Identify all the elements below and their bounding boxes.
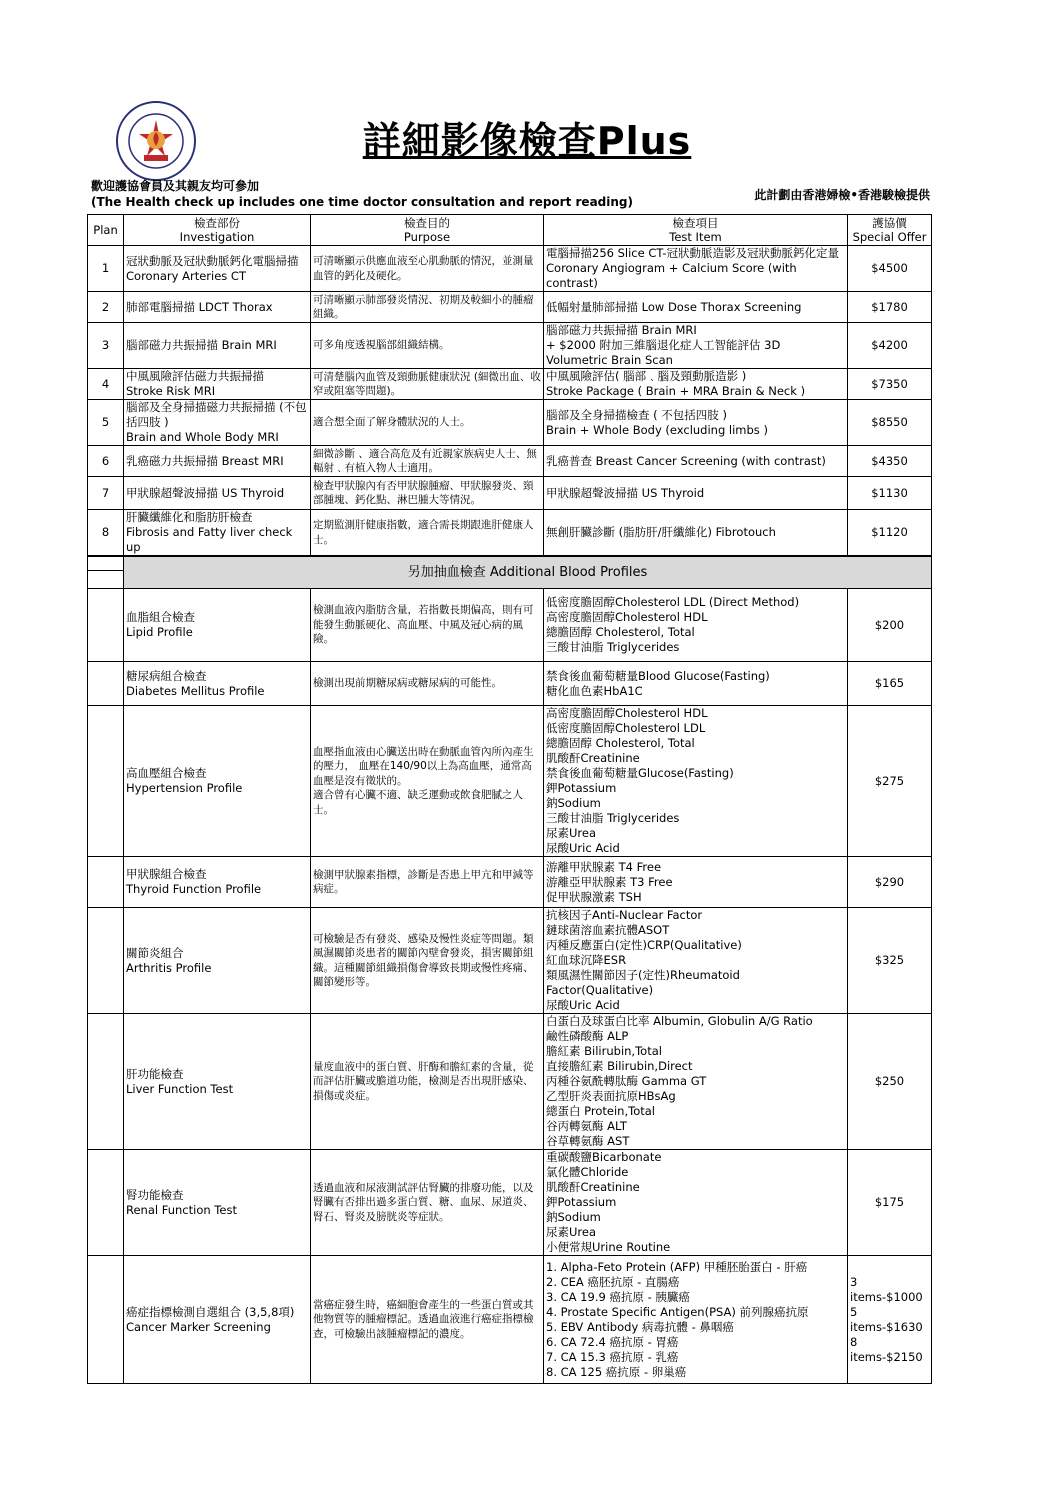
plan-price: $4500 <box>848 246 932 292</box>
blood-profile-price: $325 <box>848 908 932 1014</box>
plan-number: 7 <box>88 477 124 510</box>
blood-profile-row <box>88 1256 932 1384</box>
col-investigation: 檢查部份 Investigation <box>124 215 311 246</box>
blood-profile-price: 3 items-$1000 5 items-$1630 8 items-$2150 <box>848 1256 932 1384</box>
blood-profile-purpose: 檢測出現前期糖尿病或糖尿病的可能性。 <box>311 662 544 706</box>
plan-row <box>88 323 932 369</box>
blood-profile-row <box>88 706 932 857</box>
blood-profile-row <box>88 662 932 706</box>
welcome-note: 歡迎護協會員及其親友均可參加 <box>91 179 260 193</box>
blood-profile-tests: 白蛋白及球蛋白比率 Albumin, Globulin A/G Ratio 鹼性磷酸酶 ALP 膽紅素 Bilirubin,Total 直接膽紅素 Bilirubin,Direct 丙種谷氨酰轉肽酶 Gamma GT 乙型肝炎表面抗原HBsAg 總蛋白 Protein,Total 谷丙轉氨酶 ALT 谷草轉氨酶 AST <box>544 1014 848 1150</box>
plan-number: 6 <box>88 446 124 477</box>
provider-note: 此計劃由香港婦檢•香港駿檢提供 <box>754 188 930 202</box>
blood-profile-purpose: 血壓指血液由心臟送出時在動脈血管內所內產生的壓力， 血壓在140/90以上為高血壓，通常高血壓是沒有徵狀的。 適合曾有心臟不適、缺乏運動或飲食肥膩之人士。 <box>311 706 544 857</box>
plan-investigation: 中風風險評估磁力共振掃描 Stroke Risk MRI <box>124 369 311 400</box>
plan-test-item: 腦部磁力共振掃描 Brain MRI + $2000 附加三維腦退化症人工智能評估 3D Volumetric Brain Scan <box>544 323 848 369</box>
plan-number: 4 <box>88 369 124 400</box>
col-purpose: 檢查目的 Purpose <box>311 215 544 246</box>
plan-price: $1780 <box>848 292 932 323</box>
plan-row <box>88 292 932 323</box>
blood-profile-row <box>88 1014 932 1150</box>
plan-price: $1120 <box>848 510 932 556</box>
plan-purpose: 檢查甲狀腺內有否甲狀腺腫瘤、甲狀腺發炎、頸部腫塊、鈣化點、淋巴腫大等情況。 <box>311 477 544 510</box>
blood-profile-name: 關節炎組合 Arthritis Profile <box>124 908 311 1014</box>
plan-price: $4200 <box>848 323 932 369</box>
blood-profile-purpose: 當癌症發生時，癌細胞會產生的一些蛋白質或其他物質等的腫瘤標記。透過血液進行癌症指標檢查，可檢驗出該腫瘤標記的濃度。 <box>311 1256 544 1384</box>
blood-row-spacer <box>88 1150 124 1256</box>
plan-test-item: 無創肝臟診斷 (脂肪肝/肝纖維化) Fibrotouch <box>544 510 848 556</box>
col-plan: Plan <box>88 215 124 246</box>
blood-row-spacer <box>88 857 124 908</box>
blood-profile-purpose: 檢測血液內脂肪含量，若指數長期偏高，則有可能發生動脈硬化、高血壓、中風及冠心病的風險。 <box>311 589 544 662</box>
table-header-row <box>88 215 932 246</box>
plan-purpose: 適合想全面了解身體狀況的人士。 <box>311 400 544 446</box>
plan-purpose: 可清晰顯示供應血液至心肌動脈的情況，並測量血管的鈣化及硬化。 <box>311 246 544 292</box>
plan-test-item: 甲狀腺超聲波掃描 US Thyroid <box>544 477 848 510</box>
plan-number: 2 <box>88 292 124 323</box>
blood-profile-name: 血脂組合檢查 Lipid Profile <box>124 589 311 662</box>
plan-purpose: 細微診斷 、適合高危及有近親家族病史人士、無輻射﹑有植入物人士適用。 <box>311 446 544 477</box>
plan-row <box>88 510 932 556</box>
blood-profile-tests: 禁食後血葡萄糖量Blood Glucose(Fasting) 糖化血色素HbA1C <box>544 662 848 706</box>
blood-profile-price: $175 <box>848 1150 932 1256</box>
col-test-item: 檢查項目 Test Item <box>544 215 848 246</box>
plan-investigation: 乳癌磁力共振掃描 Breast MRI <box>124 446 311 477</box>
blood-profile-price: $200 <box>848 589 932 662</box>
blood-row-spacer <box>88 1014 124 1150</box>
plan-number: 1 <box>88 246 124 292</box>
blood-profile-tests: 重碳酸鹽Bicarbonate 氯化體Chloride 肌酸酐Creatinine 鉀Potassium 鈉Sodium 尿素Urea 小便常規Urine Routine <box>544 1150 848 1256</box>
plan-purpose: 可清晰顯示肺部發炎情況、初期及較細小的腫瘤組織。 <box>311 292 544 323</box>
blood-profile-price: $250 <box>848 1014 932 1150</box>
blood-profile-purpose: 量度血液中的蛋白質、肝酶和膽紅素的含量，從而評估肝臟或膽道功能，檢測是否出現肝感染、損傷或炎症。 <box>311 1014 544 1150</box>
plan-test-item: 電腦掃描256 Slice CT-冠狀動脈造影及冠狀動脈鈣化定量 Coronary Angiogram + Calcium Score (with contrast) <box>544 246 848 292</box>
blood-profile-price: $290 <box>848 857 932 908</box>
plan-row <box>88 446 932 477</box>
plan-price: $4350 <box>848 446 932 477</box>
blood-profile-name: 腎功能檢查 Renal Function Test <box>124 1150 311 1256</box>
blood-banner-row <box>88 557 932 589</box>
blood-profile-row <box>88 589 932 662</box>
plan-number: 5 <box>88 400 124 446</box>
plan-investigation: 甲狀腺超聲波掃描 US Thyroid <box>124 477 311 510</box>
col-special-offer: 護協價 Special Offer <box>848 215 932 246</box>
plan-price: $8550 <box>848 400 932 446</box>
blood-profile-price: $275 <box>848 706 932 857</box>
plan-price: $1130 <box>848 477 932 510</box>
plan-investigation: 肺部電腦掃描 LDCT Thorax <box>124 292 311 323</box>
plan-row <box>88 246 932 292</box>
blood-profile-tests: 高密度膽固醇Cholesterol HDL 低密度膽固醇Cholesterol LDL 總膽固醇 Cholesterol, Total 肌酸酐Creatinine 禁食後血葡萄糖量Glucose(Fasting) 鉀Potassium 鈉Sodium 三酸甘油脂 Triglycerides 尿素Urea 尿酸Uric Acid <box>544 706 848 857</box>
plan-investigation: 腦部及全身掃描磁力共振掃描 (不包括四肢 ) Brain and Whole Body MRI <box>124 400 311 446</box>
blood-profile-row <box>88 857 932 908</box>
blood-section-title: 另加抽血檢查 Additional Blood Profiles <box>124 557 932 589</box>
page-title: 詳細影像檢查Plus <box>362 119 692 163</box>
plan-investigation: 肝臟纖維化和脂肪肝檢查 Fibrosis and Fatty liver check up <box>124 510 311 556</box>
blood-profile-row <box>88 1150 932 1256</box>
plan-purpose: 可多角度透視腦部組織結構。 <box>311 323 544 369</box>
consultation-note: (The Health check up includes one time doctor consultation and report reading) <box>91 195 633 209</box>
plan-number: 8 <box>88 510 124 556</box>
plan-test-item: 低幅射量肺部掃描 Low Dose Thorax Screening <box>544 292 848 323</box>
blood-profile-purpose: 透過血液和尿液測試評估腎臟的排廢功能，以及腎臟有否排出過多蛋白質、糖、血尿、尿道炎、腎石、腎炎及膀胱炎等症狀。 <box>311 1150 544 1256</box>
blood-row-spacer <box>88 1256 124 1384</box>
blood-profile-name: 高血壓組合檢查 Hypertension Profile <box>124 706 311 857</box>
blood-profiles-table <box>87 556 932 1384</box>
blood-profile-row <box>88 908 932 1014</box>
plan-investigation: 腦部磁力共振掃描 Brain MRI <box>124 323 311 369</box>
plan-test-item: 乳癌普查 Breast Cancer Screening (with contrast) <box>544 446 848 477</box>
plan-price: $7350 <box>848 369 932 400</box>
blood-profile-tests: 抗核因子Anti-Nuclear Factor 鏈球菌溶血素抗體ASOT 丙種反應蛋白(定性)CRP(Qualitative) 紅血球沉降ESR 類風濕性關節因子(定性)Rheumatoid Factor(Qualitative) 尿酸Uric Acid <box>544 908 848 1014</box>
blood-row-spacer <box>88 908 124 1014</box>
blood-row-spacer <box>88 589 124 662</box>
plan-number: 3 <box>88 323 124 369</box>
plan-test-item: 中風風險評估( 腦部﹑腦及頸動脈造影 ) Stroke Package ( Brain + MRA Brain & Neck ) <box>544 369 848 400</box>
blood-profile-tests: 游離甲狀腺素 T4 Free 游離亞甲狀腺素 T3 Free 促甲狀腺激素 TSH <box>544 857 848 908</box>
plan-purpose: 定期監測肝健康指數，適合需長期跟進肝健康人士。 <box>311 510 544 556</box>
plan-test-item: 腦部及全身掃描檢查 ( 不包括四肢 ) Brain + Whole Body (excluding limbs ) <box>544 400 848 446</box>
plan-investigation: 冠狀動脈及冠狀動脈鈣化電腦掃描 Coronary Arteries CT <box>124 246 311 292</box>
plan-row <box>88 477 932 510</box>
blood-profile-name: 糖尿病組合檢查 Diabetes Mellitus Profile <box>124 662 311 706</box>
blood-profile-tests: 1. Alpha-Feto Protein (AFP) 甲種胚胎蛋白 - 肝癌 2. CEA 癌胚抗原 - 直腸癌 3. CA 19.9 癌抗原 - 胰臟癌 4. Prostate Specific Antigen(PSA) 前列腺癌抗原 5. EBV Antibody 病毒抗體 - 鼻咽癌 6. CA 72.4 癌抗原 - 胃癌 7. CA 15.3 癌抗原 - 乳癌 8. CA 125 癌抗原 - 卵巢癌 <box>544 1256 848 1384</box>
imaging-plans-table <box>87 214 932 571</box>
blood-profile-purpose: 可檢驗是否有發炎、感染及慢性炎症等問題。類風濕關節炎患者的關節內壁會發炎，損害關節組織。這種關節組織損傷會導致長期或慢性疼痛、關節變形等。 <box>311 908 544 1014</box>
blood-row-spacer <box>88 706 124 857</box>
blood-row-spacer <box>88 662 124 706</box>
blood-profile-tests: 低密度膽固醇Cholesterol LDL (Direct Method) 高密度膽固醇Cholesterol HDL 總膽固醇 Cholesterol, Total 三酸甘油脂 Triglycerides <box>544 589 848 662</box>
blood-profile-purpose: 檢測甲狀腺素指標，診斷是否患上甲亢和甲減等病症。 <box>311 857 544 908</box>
blood-profile-price: $165 <box>848 662 932 706</box>
blood-profile-name: 肝功能檢查 Liver Function Test <box>124 1014 311 1150</box>
blood-profile-name: 甲狀腺組合檢查 Thyroid Function Profile <box>124 857 311 908</box>
plan-row <box>88 369 932 400</box>
blood-profile-name: 癌症指標檢測自選組合 (3,5,8項) Cancer Marker Screening <box>124 1256 311 1384</box>
plan-purpose: 可清楚腦內血管及頸動脈健康狀況 (細微出血、收窄或阻塞等問題)。 <box>311 369 544 400</box>
plan-row <box>88 400 932 446</box>
